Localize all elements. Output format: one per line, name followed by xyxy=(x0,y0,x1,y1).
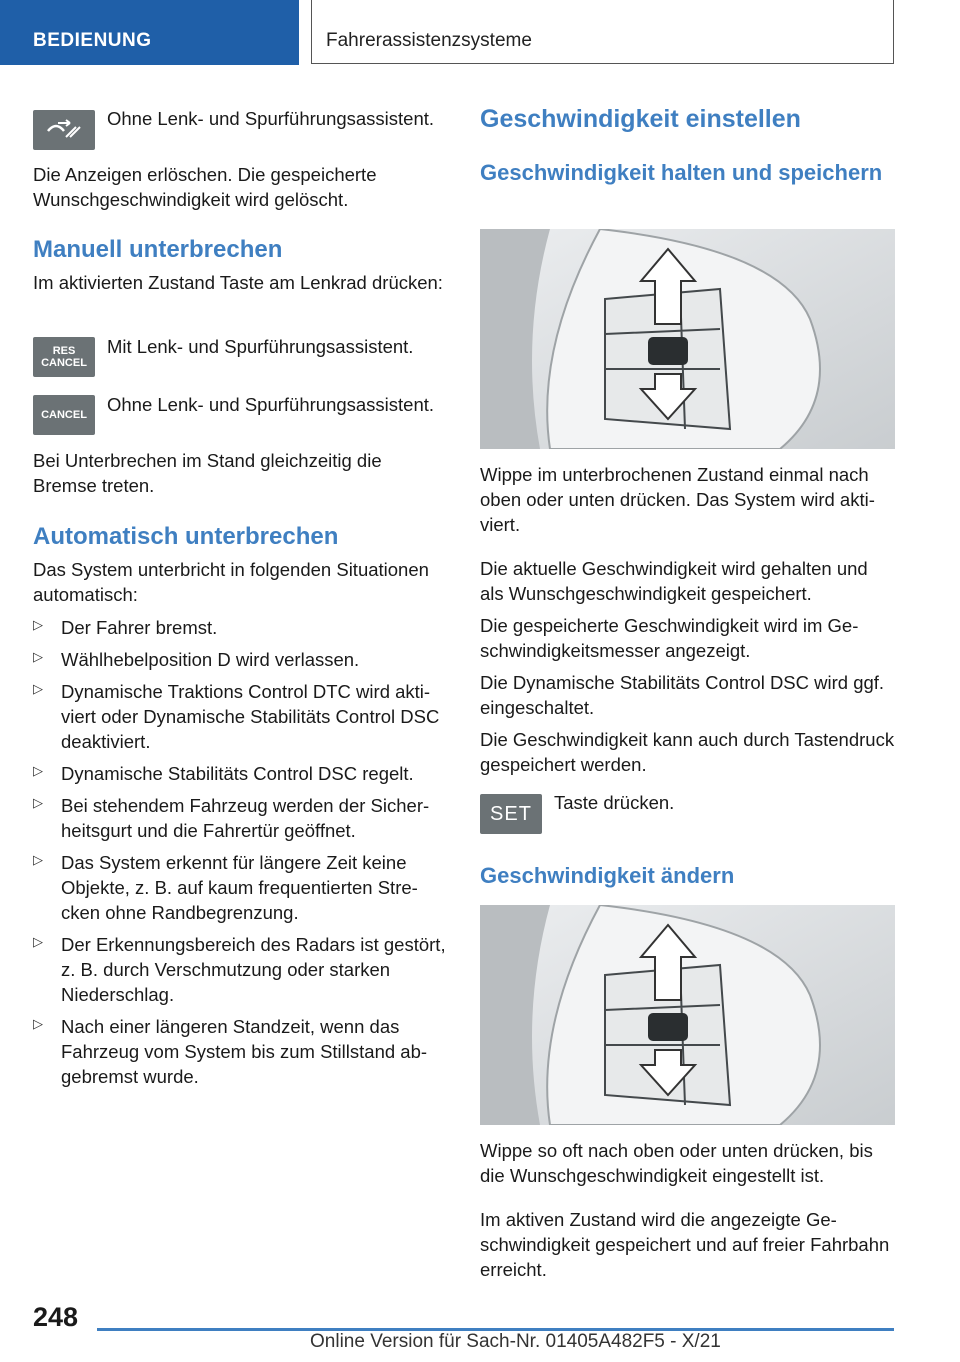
paragraph: Die aktuelle Geschwindigkeit wird gehalten und als Wunschgeschwindigkeit gespeichert. xyxy=(480,558,868,604)
chapter-tab xyxy=(311,0,894,64)
heading-auto-interrupt: Automatisch unterbrechen xyxy=(33,523,339,550)
triangle-bullet-icon: ▷ xyxy=(33,681,43,696)
paragraph: Die Anzeigen erlöschen. Die gespeicherte Wunschgeschwindigkeit wird gelöscht. xyxy=(33,164,377,210)
icon-description: Ohne Lenk- und Spurführungsassistent. xyxy=(107,108,435,129)
steering-wheel-rocker-image xyxy=(480,229,895,449)
icon-description: Taste drücken. xyxy=(554,792,675,813)
heading-change-speed: Geschwindigkeit ändern xyxy=(480,863,735,888)
heading-manual-interrupt: Manuell unterbrechen xyxy=(33,236,283,263)
cancel-icon: CANCEL xyxy=(33,395,95,435)
list-item: ▷ Das System erkennt für längere Zeit keine Objekte, z. B. auf kaum frequentierten Strecken ohne Randbegrenzung. xyxy=(33,852,418,923)
list-item: ▷ Dynamische Stabilitäts Control DSC regelt. xyxy=(33,763,414,784)
triangle-bullet-icon: ▷ xyxy=(33,934,43,949)
icon-description: Ohne Lenk- und Spurführungsassistent. xyxy=(107,394,435,415)
res-cancel-icon: RES CANCEL xyxy=(33,337,95,377)
chapter-title: Fahrerassistenzsysteme xyxy=(326,30,532,51)
paragraph: Die gespeicherte Geschwindigkeit wird im Geschwindigkeitsmesser angezeigt. xyxy=(480,615,859,661)
triangle-bullet-icon: ▷ xyxy=(33,649,43,664)
steering-wheel-rocker-image xyxy=(480,905,895,1125)
heading-hold-speed: Geschwindigkeit halten und speichern xyxy=(480,160,883,185)
triangle-bullet-icon: ▷ xyxy=(33,617,43,632)
list-item: ▷ Bei stehendem Fahrzeug werden der Sicherheitsgurt und die Fahrertür geöffnet. xyxy=(33,795,430,841)
triangle-bullet-icon: ▷ xyxy=(33,1016,43,1031)
list-item: ▷ Wählhebelposition D wird verlassen. xyxy=(33,649,360,670)
paragraph: Wippe im unterbrochenen Zustand einmal nach oben oder unten drücken. Das System wird aktiviert. xyxy=(480,464,875,535)
paragraph: Im aktiven Zustand wird die angezeigte Geschwindigkeit gespeichert und auf freier Fahrbahn erreicht. xyxy=(480,1209,890,1280)
icon-description: Mit Lenk- und Spurführungsassistent. xyxy=(107,336,414,357)
triangle-bullet-icon: ▷ xyxy=(33,795,43,810)
list-item: ▷ Dynamische Traktions Control DTC wird aktiviert oder Dynamische Stabilitäts Control DSC deaktiviert. xyxy=(33,681,440,752)
list-item: ▷ Der Erkennungsbereich des Radars ist gestört, z. B. durch Verschmutzung oder starken Niederschlag. xyxy=(33,934,446,1005)
section-title: BEDIENUNG xyxy=(33,30,152,51)
footer-version-text: Online Version für Sach-Nr. 01405A482F5 - X/21 xyxy=(310,1331,721,1352)
steering-assist-icon xyxy=(33,110,95,150)
section-tab xyxy=(0,0,299,65)
triangle-bullet-icon: ▷ xyxy=(33,763,43,778)
paragraph: Wippe so oft nach oben oder unten drücken, bis die Wunschgeschwindigkeit eingestellt ist. xyxy=(480,1140,873,1186)
paragraph: Die Geschwindigkeit kann auch durch Tastendruck gespeichert werden. xyxy=(480,729,895,775)
paragraph: Die Dynamische Stabilitäts Control DSC wird ggf. eingeschaltet. xyxy=(480,672,885,718)
paragraph: Im aktivierten Zustand Taste am Lenkrad drücken: xyxy=(33,272,443,293)
paragraph: Bei Unterbrechen im Stand gleichzeitig die Bremse treten. xyxy=(33,450,382,496)
set-button-icon: SET xyxy=(480,794,542,834)
triangle-bullet-icon: ▷ xyxy=(33,852,43,867)
list-item: ▷ Der Fahrer bremst. xyxy=(33,617,218,638)
heading-set-speed: Geschwindigkeit einstellen xyxy=(480,105,801,133)
list-item: ▷ Nach einer längeren Standzeit, wenn das Fahrzeug vom System bis zum Stillstand abgebremst wurde. xyxy=(33,1016,428,1087)
paragraph: Das System unterbricht in folgenden Situationen automatisch: xyxy=(33,559,429,605)
page-number: 248 xyxy=(33,1302,79,1332)
